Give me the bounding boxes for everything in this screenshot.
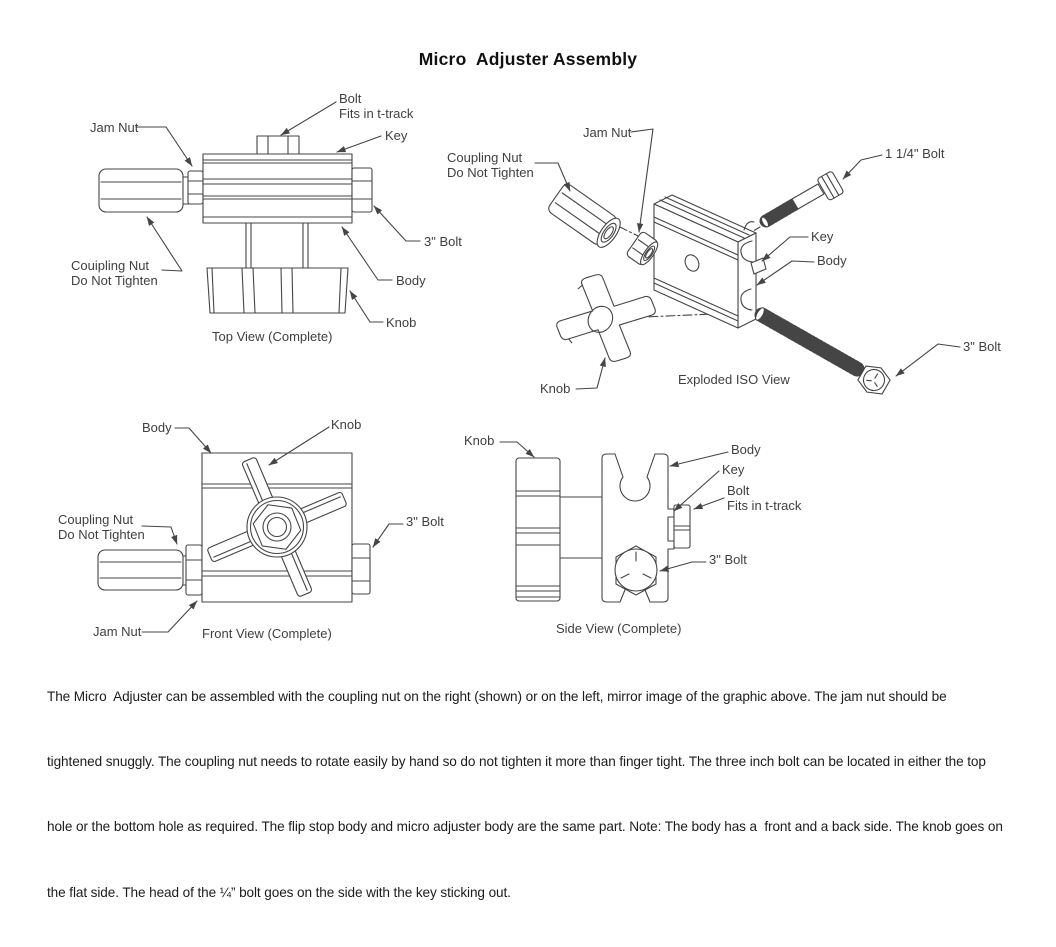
exploded-body-label: Body	[817, 253, 847, 268]
front-body-label: Body	[142, 420, 172, 435]
top-bolt-label: Bolt Fits in t-track	[339, 91, 414, 121]
side-bolt-label: Bolt Fits in t-track	[727, 483, 802, 513]
top-three-inch-bolt-label: 3" Bolt	[424, 234, 462, 249]
page-title: Micro Adjuster Assembly	[418, 49, 638, 69]
notes-line-2: tightened snuggly. The coupling nut needs to rotate easily by hand so do not tighten it more than finger tight. The three inch bolt can be located in either the top	[47, 753, 986, 769]
top-knob-label: Knob	[386, 315, 417, 330]
top-key-label: Key	[385, 128, 408, 143]
exploded-one-quarter-bolt-label: 1 1/4" Bolt	[885, 146, 945, 161]
front-knob-label: Knob	[331, 417, 362, 432]
top-coupling-nut-label: Couipling Nut Do Not Tighten	[71, 258, 158, 288]
exploded-jam-nut-label: Jam Nut	[583, 125, 632, 140]
top-body-label: Body	[396, 273, 426, 288]
exploded-iso-drawing	[545, 171, 893, 399]
front-three-inch-bolt-label: 3" Bolt	[406, 514, 444, 529]
exploded-knob-label: Knob	[540, 381, 571, 396]
exploded-key-label: Key	[811, 229, 834, 244]
exploded-view-caption: Exploded ISO View	[678, 372, 790, 387]
exploded-three-inch-bolt-label: 3" Bolt	[963, 339, 1001, 354]
exploded-body	[654, 195, 766, 328]
top-view-caption: Top View (Complete)	[212, 329, 333, 344]
exploded-one-quarter-bolt	[760, 171, 844, 228]
front-view-caption: Front View (Complete)	[202, 626, 332, 641]
exploded-knob	[545, 265, 666, 372]
side-knob-label: Knob	[464, 433, 495, 448]
exploded-coupling-nut	[546, 182, 624, 251]
front-jam-nut-label: Jam Nut	[93, 624, 142, 639]
notes-line-4: the flat side. The head of the ¼” bolt goes on the side with the key sticking out.	[47, 884, 511, 900]
notes-line-1: The Micro Adjuster can be assembled with the coupling nut on the right (shown) or on the left, mirror image of the graphic above. The jam nut should be	[47, 688, 947, 704]
side-key-label: Key	[722, 462, 745, 477]
notes-line-3: hole or the bottom hole as required. The flip stop body and micro adjuster body are the same part. Note: The body has a front and a back side. The knob goes on	[47, 819, 1003, 835]
side-view-caption: Side View (Complete)	[556, 621, 682, 636]
top-jam-nut-label: Jam Nut	[90, 120, 139, 135]
assembly-notes	[47, 642, 1003, 947]
exploded-coupling-nut-label: Coupling Nut Do Not Tighten	[447, 150, 534, 180]
side-body-label: Body	[731, 442, 761, 457]
side-three-inch-bolt-label: 3" Bolt	[709, 552, 747, 567]
front-coupling-nut-label: Coupling Nut Do Not Tighten	[58, 512, 145, 542]
side-view-drawing	[516, 454, 690, 602]
